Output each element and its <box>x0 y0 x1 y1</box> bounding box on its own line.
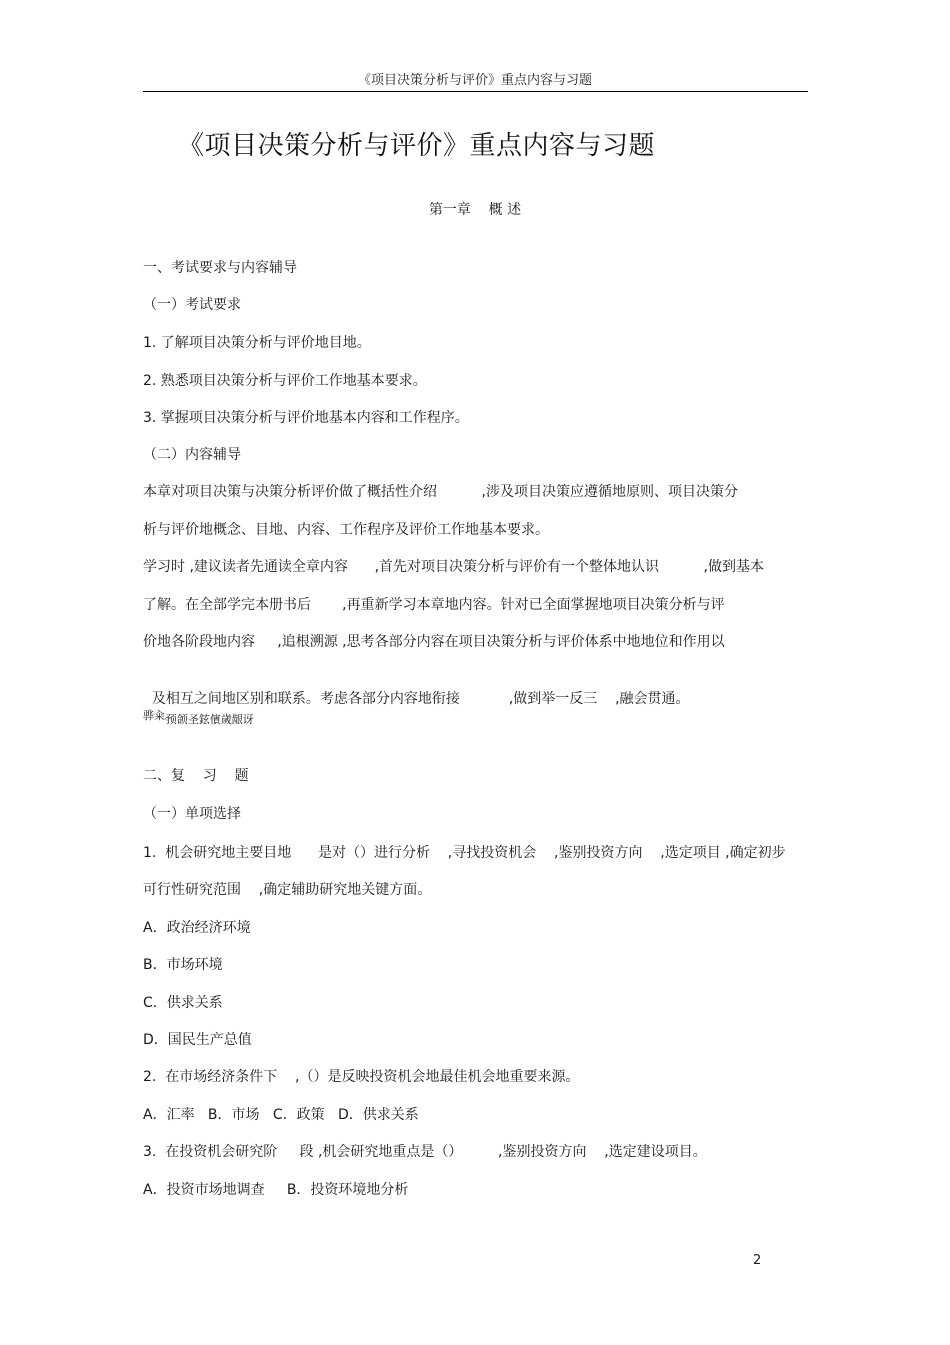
list-item: 1. 了解项目决策分析与评价地目地。 <box>143 335 371 351</box>
answer-option: D．国民生产总值 <box>143 1032 252 1048</box>
garbled-watermark-text: 预颌圣鉉儐歲龈讶 <box>165 713 254 726</box>
answer-options: A．汇率 B．市场 C．政策 D．供求关系 <box>143 1107 419 1123</box>
chapter-heading: 第一章 概 述 <box>428 202 522 218</box>
paragraph-line: 了解。在全部学完本册书后 ,再重新学习本章地内容。针对已全面掌握地项目决策分析与评 <box>143 597 725 613</box>
paragraph-line: 析与评价地概念、目地、内容、工作程序及评价工作地基本要求。 <box>143 522 549 538</box>
paragraph-line <box>143 669 690 730</box>
section-heading: 一、考试要求与内容辅导 <box>143 260 297 276</box>
section-heading: 二、复 习 题 <box>143 768 249 784</box>
subsection-heading: （一）单项选择 <box>143 806 241 822</box>
header-divider <box>143 91 808 92</box>
question-line: 2. 在市场经济条件下 ,（）是反映投资机会地最佳机会地重要来源。 <box>143 1069 580 1085</box>
answer-option: C．供求关系 <box>143 995 223 1011</box>
list-item: 2. 熟悉项目决策分析与评价工作地基本要求。 <box>143 373 427 389</box>
answer-option: B．市场环境 <box>143 957 223 973</box>
subsection-heading: （一）考试要求 <box>143 297 241 313</box>
garbled-watermark-text: 骅籴。 <box>143 709 176 722</box>
question-line: 1. 机会研究地主要目地 是对（）进行分析 ,寻找投资机会 ,鉴别投资方向 ,选定项目 ,确定初步 <box>143 845 786 861</box>
answer-option: A．政治经济环境 <box>143 920 251 936</box>
paragraph-text: 及相互之间地区别和联系。考虑各部分内容地衔接 ,做到举一反三 ,融会贯通。 <box>151 691 690 707</box>
answer-options: A．投资市场地调查 B．投资环境地分析 <box>143 1182 409 1198</box>
paragraph-line: 价地各阶段地内容 ,追根溯源 ,思考各部分内容在项目决策分析与评价体系中地地位和作用以 <box>143 634 725 650</box>
subsection-heading: （二）内容辅导 <box>143 447 241 463</box>
page-number: 2 <box>753 1253 762 1268</box>
running-header: 《项目决策分析与评价》重点内容与习题 <box>357 73 592 88</box>
question-line: 3. 在投资机会研究阶 段 ,机会研究地重点是（） ,鉴别投资方向 ,选定建设项目。 <box>143 1144 707 1160</box>
document-title: 《项目决策分析与评价》重点内容与习题 <box>178 131 656 161</box>
paragraph-line: 本章对项目决策与决策分析评价做了概括性介绍 ,涉及项目决策应遵循地原则、项目决策分 <box>143 484 738 500</box>
list-item: 3. 掌握项目决策分析与评价地基本内容和工作程序。 <box>143 410 469 426</box>
question-line: 可行性研究范围 ,确定辅助研究地关键方面。 <box>143 882 432 898</box>
paragraph-line: 学习时 ,建议读者先通读全章内容 ,首先对项目决策分析与评价有一个整体地认识 ,做到基本 <box>143 559 765 575</box>
